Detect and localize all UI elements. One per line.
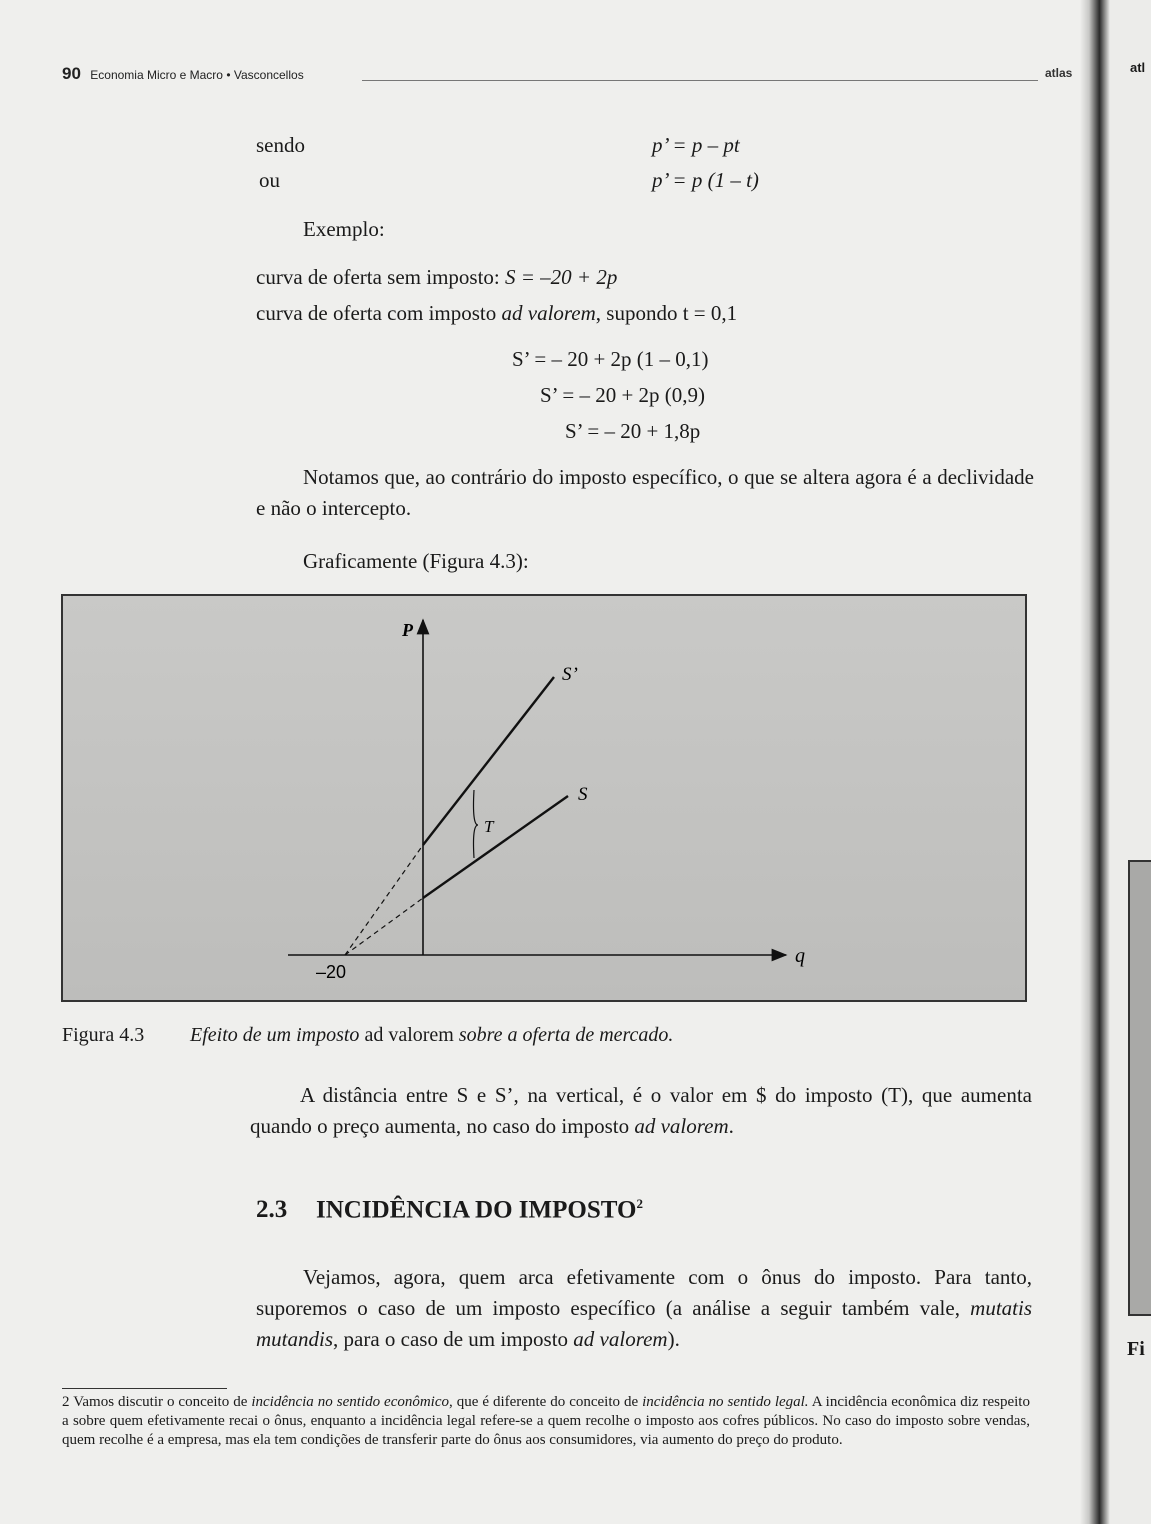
book-gutter	[1080, 0, 1110, 1524]
section-heading	[256, 1196, 643, 1224]
formula-1: p’ = p – pt	[652, 133, 740, 157]
italic-text: incidência no sentido econômico	[251, 1394, 450, 1410]
caption-text: ad valorem	[364, 1024, 454, 1046]
text: Vejamos, agora, quem arca efetivamente com o ônus do imposto. Para tanto, suporemos o caso de um imposto específico (a análise a seguir também vale,	[256, 1265, 1032, 1320]
text: , para o caso de um imposto	[333, 1327, 574, 1351]
adjacent-page-figure	[1128, 860, 1151, 1316]
paragraph-distance	[250, 1080, 1032, 1142]
publisher-logo: atlas	[1045, 66, 1073, 80]
text: .	[728, 1114, 734, 1138]
paragraph-slope: Notamos que, ao contrário do imposto específico, o que se altera agora é a declividade e não o intercepto.	[256, 465, 1034, 520]
curve-s-prime-label: S’	[562, 664, 578, 685]
author: Vasconcellos	[233, 68, 304, 82]
italic-text: incidência no sentido legal.	[642, 1394, 809, 1410]
text: curva de oferta com imposto	[256, 301, 502, 325]
section-number: 2.3	[256, 1196, 288, 1224]
italic-text: mutatis mutandis	[256, 1296, 1032, 1351]
formula-label-2: ou	[259, 168, 280, 192]
curve-s	[423, 796, 568, 898]
figure-caption	[62, 1024, 673, 1047]
dashed-extension-s	[345, 898, 423, 955]
italic-text: ad valorem	[501, 301, 596, 325]
derivation-1: S’ = – 20 + 2p (1 – 0,1)	[512, 347, 709, 371]
formula-label-1: sendo	[256, 133, 305, 157]
footnote-rule	[62, 1388, 227, 1389]
figure-number: Figura 4.3	[62, 1024, 145, 1046]
caption-text: Efeito de um imposto	[190, 1024, 365, 1046]
footnote	[62, 1393, 1030, 1450]
text: A incidência econômica diz respeito a sobre quem efetivamente recai o ônus, enquanto a incidência legal refere-se a quem recolhe o imposto aos cofres públicos. No caso do imposto sobre vendas, quem recolhe é a empresa, mas ela tem condições de transferir parte do ônus aos consumidores, via aumento do preço do produto.	[62, 1394, 1030, 1448]
book-title: Economia Micro e Macro	[90, 68, 223, 82]
text: 2 Vamos discutir o conceito de	[62, 1394, 252, 1410]
caption-text: sobre a oferta de mercado.	[453, 1024, 674, 1046]
footnote-ref[interactable]: 2	[636, 1196, 643, 1211]
text: ).	[667, 1327, 680, 1351]
tax-brace	[474, 790, 479, 858]
paragraph-graph-intro: Graficamente (Figura 4.3):	[303, 549, 529, 573]
section-title: INCIDÊNCIA DO IMPOSTO	[316, 1196, 637, 1224]
formula: S = –20 + 2p	[505, 265, 618, 289]
text: curva de oferta sem imposto:	[256, 265, 506, 289]
adjacent-page-figure-label: Fi	[1127, 1338, 1145, 1360]
x-intercept-label: –20	[316, 962, 347, 982]
text: , que é diferente do conceito de	[449, 1394, 643, 1410]
y-axis-label: P	[402, 620, 413, 640]
text: , supondo t = 0,1	[595, 301, 738, 325]
text: A distância entre S e S’, na vertical, é o valor em $ do imposto (T), que aumenta quando o preço aumenta, no caso do imposto	[250, 1083, 1032, 1138]
formula-2: p’ = p (1 – t)	[652, 168, 759, 192]
tax-label: T	[484, 817, 494, 836]
italic-text: ad valorem	[634, 1114, 729, 1138]
italic-text: ad valorem	[573, 1327, 668, 1351]
adjacent-page-logo: atl	[1130, 60, 1146, 75]
paragraph-incidence	[256, 1262, 1032, 1355]
x-axis-label: q	[795, 945, 805, 967]
page-number: 90	[62, 64, 81, 83]
header-separator: •	[226, 68, 231, 82]
derivation-3: S’ = – 20 + 1,8p	[565, 419, 701, 443]
dashed-extension-s-prime	[345, 845, 423, 955]
curve-s-label: S	[578, 784, 588, 805]
derivation-2: S’ = – 20 + 2p (0,9)	[540, 383, 706, 407]
example-label: Exemplo:	[303, 217, 385, 241]
